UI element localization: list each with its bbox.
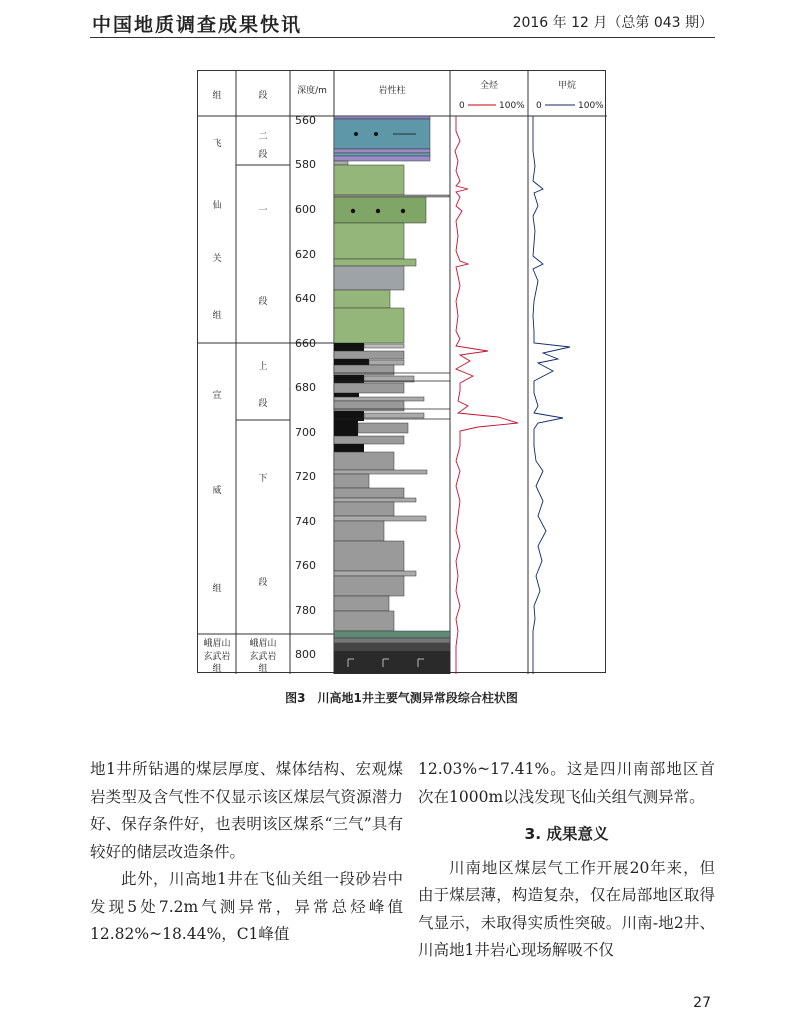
- right-paragraph-2: 川南地区煤层气工作开展20年来，但由于煤层薄，构造复杂，仅在局部地区取得气显示，未取得实质性突破。川南-地2井、川高地1井岩心现场解吸不仅: [418, 858, 715, 959]
- formation-char: 关: [212, 254, 222, 264]
- total-hydrocarbon-curve: [455, 116, 518, 674]
- depth-tick: 580: [295, 158, 316, 171]
- member-char: 段: [258, 399, 268, 409]
- lithology-column: [334, 116, 450, 674]
- formation-char: 威: [212, 486, 222, 496]
- member-char: 一: [258, 206, 268, 216]
- depth-tick: 620: [295, 248, 316, 261]
- right-text-column: [418, 756, 715, 965]
- member-char: 段: [258, 578, 268, 588]
- right-paragraph-1: 12.03%~17.41%。这是四川南部地区首次在1000m以浅发现飞仙关组气测异常。: [418, 760, 715, 806]
- section-heading: 3. 成果意义: [524, 825, 609, 843]
- member-char: 段: [258, 150, 268, 160]
- header-rule: [90, 37, 715, 38]
- depth-axis: [295, 114, 316, 661]
- header-total-hydrocarbon: 全烃: [479, 81, 499, 91]
- issue-info: 2016 年 12 月（总第 043 期）: [512, 15, 713, 31]
- page-number: 27: [693, 995, 711, 1011]
- figure-caption: 图3 川高地1井主要气测异常段综合柱状图: [285, 691, 518, 705]
- member-char: 上: [258, 362, 268, 372]
- header-total-scale-max: 100%: [499, 101, 525, 111]
- left-paragraph-2: 此外，川高地1井在飞仙关组一段砂岩中发现5处7.2m气测异常，异常总烃峰值12.82%~18.44%，C1峰值: [90, 870, 403, 943]
- formation-char: 峨眉山: [203, 639, 231, 649]
- depth-tick: 780: [295, 604, 316, 617]
- depth-tick: 800: [295, 648, 316, 661]
- figure-canvas: [198, 71, 607, 674]
- depth-tick: 660: [295, 337, 316, 350]
- depth-tick: 720: [295, 470, 316, 483]
- formation-char: 仙: [212, 201, 222, 211]
- member-char: 峨眉山: [249, 639, 277, 649]
- formation-char: 组: [212, 664, 222, 674]
- header-total-scale-min: 0: [459, 101, 465, 111]
- depth-tick: 700: [295, 426, 316, 439]
- formation-char: 组: [212, 311, 222, 321]
- depth-tick: 560: [295, 114, 316, 127]
- member-char: 下: [258, 474, 268, 484]
- member-labels: [249, 132, 276, 674]
- header-methane: 甲烷: [557, 81, 577, 91]
- formation-char: 飞: [212, 139, 222, 149]
- member-char: 段: [258, 297, 268, 307]
- methane-curve: [533, 116, 570, 674]
- formation-labels: [203, 138, 230, 674]
- formation-char: 宣: [212, 391, 222, 401]
- formation-char: 玄武岩: [203, 652, 231, 662]
- member-char: 玄武岩: [249, 652, 277, 662]
- header-lithology: 岩性柱: [378, 86, 406, 96]
- journal-title: 中国地质调查成果快讯: [92, 14, 303, 36]
- left-text-column: [90, 756, 403, 949]
- left-paragraph-1: 地1井所钻遇的煤层厚度、煤体结构、宏观煤岩类型及含气性不仅显示该区煤层气资源潜力好、保存条件好，也表明该区煤系“三气”具有较好的储层改造条件。: [90, 760, 403, 861]
- header-member: 段: [258, 91, 268, 101]
- member-char: 组: [258, 664, 268, 674]
- depth-tick: 640: [295, 292, 316, 305]
- depth-tick: 760: [295, 559, 316, 572]
- stratigraphic-column-figure: [197, 70, 606, 673]
- depth-tick: 680: [295, 381, 316, 394]
- formation-char: 组: [212, 584, 222, 594]
- depth-tick: 740: [295, 515, 316, 528]
- header-methane-scale-min: 0: [536, 101, 542, 111]
- depth-tick: 600: [295, 203, 316, 216]
- header-depth: 深度/m: [297, 86, 327, 96]
- member-char: 二: [258, 132, 268, 142]
- header-methane-scale-max: 100%: [578, 101, 604, 111]
- header-formation: 组: [212, 91, 222, 101]
